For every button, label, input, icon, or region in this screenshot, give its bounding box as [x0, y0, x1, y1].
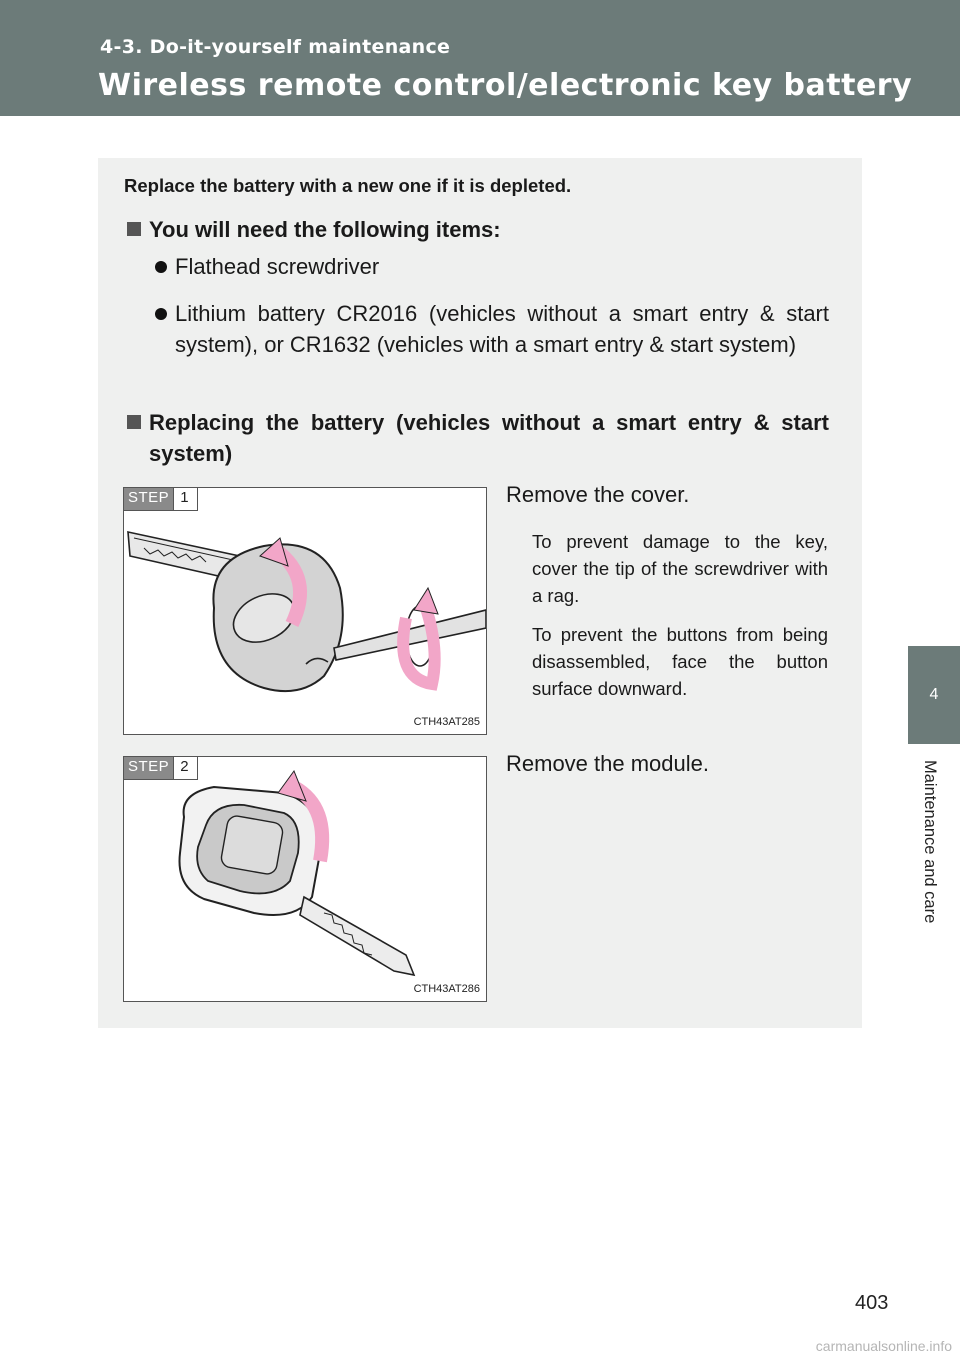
step-badge-number: 2: [173, 757, 196, 779]
key-module-drawing: [124, 757, 486, 1001]
items-heading: You will need the following items:: [149, 217, 501, 242]
figure-code: CTH43AT286: [413, 983, 480, 995]
square-bullet-icon: [127, 415, 141, 429]
step-badge-number: 1: [173, 488, 196, 510]
square-bullet-icon: [127, 222, 141, 236]
key-cover-drawing: [124, 488, 486, 734]
chapter-number: 4: [929, 686, 939, 703]
item-battery: Lithium battery CR2016 (vehicles without a smart entry & start system), or CR1632 (vehicles with a smart entry & start system): [175, 301, 829, 357]
step2-instruction: Remove the module.: [506, 751, 709, 776]
step1-note-1: To prevent damage to the key, cover the tip of the screwdriver with a rag.: [532, 531, 828, 606]
item-screwdriver: Flathead screwdriver: [175, 254, 380, 279]
figure-code: CTH43AT285: [413, 716, 480, 728]
step1-note-2: To prevent the buttons from being disassembled, face the button surface downward.: [532, 624, 828, 699]
chapter-label: Maintenance and care: [921, 760, 939, 924]
replace-heading: Replacing the battery (vehicles without a smart entry & start system): [149, 410, 829, 466]
intro-text: Replace the battery with a new one if it is depleted.: [124, 175, 572, 196]
round-bullet-icon: [155, 308, 167, 320]
step-badge-label: STEP: [124, 757, 173, 779]
chapter-tab[interactable]: [908, 646, 960, 744]
step-badge-label: STEP: [124, 488, 173, 510]
step1-instruction: Remove the cover.: [506, 482, 690, 507]
watermark: carmanualsonline.info: [815, 1338, 952, 1354]
round-bullet-icon: [155, 261, 167, 273]
step2-illustration: [123, 756, 487, 1002]
section-label: 4-3. Do-it-yourself maintenance: [100, 36, 451, 58]
page-number: 403: [855, 1292, 889, 1314]
step1-illustration: [123, 487, 487, 735]
page-header: [0, 0, 960, 116]
page-title: Wireless remote control/electronic key battery: [98, 68, 913, 103]
